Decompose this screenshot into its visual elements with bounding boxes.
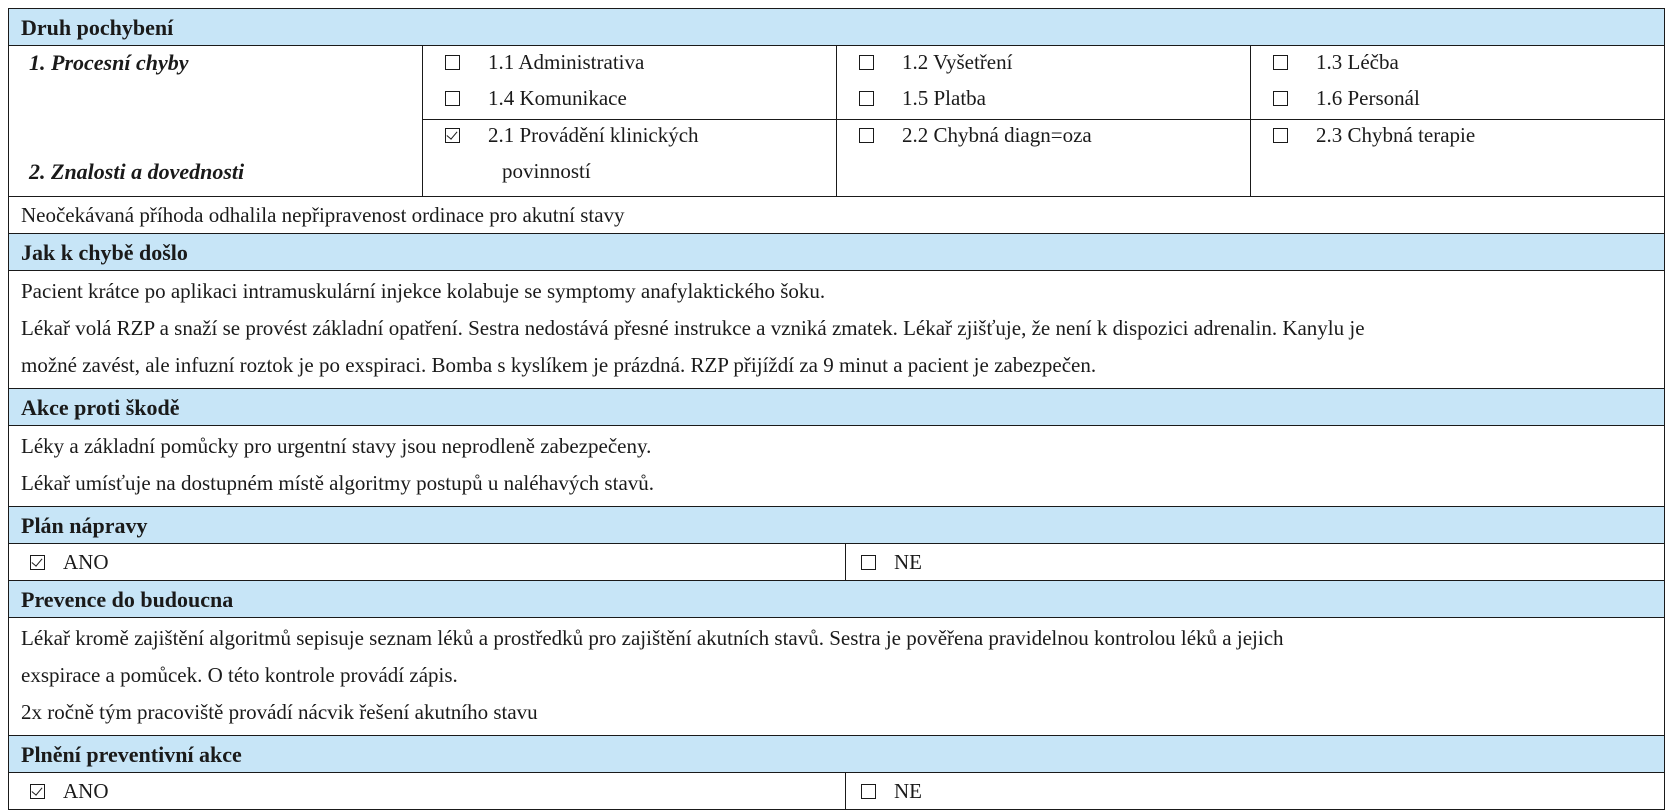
checkbox[interactable] <box>1273 128 1288 143</box>
section-body-akce <box>9 426 1664 507</box>
plneni-yes-no <box>9 773 1664 809</box>
text-line: 2x ročně tým pracoviště provádí nácvik řešení akutního stavu <box>21 700 538 724</box>
section-header-akce: Akce proti škodě <box>9 389 1664 426</box>
checkbox-checked[interactable] <box>445 128 460 143</box>
section-body-prevence <box>9 618 1664 736</box>
plneni-yes-option[interactable]: ANO <box>30 779 109 804</box>
text-line: Lékař volá RZP a snaží se provést základní opatření. Sestra nedostává přesné instrukce a vzniká zmatek. Lékař zjišťuje, že není k dispozici adrenalin. Kanylu je <box>21 316 1365 340</box>
category-znalosti: 2. Znalosti a dovednosti <box>29 159 245 184</box>
option-lecba[interactable]: 1.3 Léčba <box>1273 50 1399 75</box>
checkbox-checked[interactable] <box>30 555 45 570</box>
option-komunikace[interactable]: 1.4 Komunikace <box>445 86 627 111</box>
checkbox-checked[interactable] <box>30 784 45 799</box>
checkbox[interactable] <box>1273 91 1288 106</box>
plan-no-option[interactable]: NE <box>861 550 922 575</box>
checkbox[interactable] <box>859 91 874 106</box>
text-line: Lékař kromě zajištění algoritmů sepisuje seznam léků a prostředků pro zajištění akutních stavů. Sestra je pověřena pravidelnou kontrolou léků a jejich <box>21 626 1284 650</box>
checkbox[interactable] <box>861 555 876 570</box>
text-line: Pacient krátce po aplikaci intramuskulární injekce kolabuje se symptomy anafylaktického šoku. <box>21 279 826 303</box>
grid-divider <box>422 46 423 196</box>
section-header-plan: Plán nápravy <box>9 507 1664 544</box>
section-body-jak <box>9 271 1664 389</box>
text-line: Léky a základní pomůcky pro urgentní stavy jsou neprodleně zabezpečeny. <box>21 434 652 458</box>
plan-yes-option[interactable]: ANO <box>30 550 109 575</box>
plneni-no-option[interactable]: NE <box>861 779 922 804</box>
error-type-grid <box>9 46 1664 197</box>
grid-divider <box>1250 46 1251 196</box>
section-header-prevence: Prevence do budoucna <box>9 581 1664 618</box>
incident-report-form <box>8 8 1665 810</box>
option-personal[interactable]: 1.6 Personál <box>1273 86 1420 111</box>
option-administrativa[interactable]: 1.1 Administrativa <box>445 50 644 75</box>
section-header-druh: Druh pochybení <box>9 9 1664 46</box>
checkbox[interactable] <box>445 91 460 106</box>
checkbox[interactable] <box>1273 55 1288 70</box>
option-chybna-diagnoza[interactable]: 2.2 Chybná diagn=oza <box>859 123 1092 148</box>
text-line: možné zavést, ale infuzní roztok je po exspiraci. Bomba s kyslíkem je prázdná. RZP přijíždí za 9 minut a pacient je zabezpečen. <box>21 353 1097 377</box>
option-platba[interactable]: 1.5 Platba <box>859 86 986 111</box>
text-line: exspirace a pomůcek. O této kontrole provádí zápis. <box>21 663 458 687</box>
checkbox[interactable] <box>445 55 460 70</box>
text-line: Lékař umísťuje na dostupném místě algoritmy postupů u naléhavých stavů. <box>21 471 655 495</box>
option-provadeni-klinickych-cont: povinností <box>502 159 591 183</box>
checkbox[interactable] <box>861 784 876 799</box>
checkbox[interactable] <box>859 55 874 70</box>
checkbox[interactable] <box>859 128 874 143</box>
option-provadeni-klinickych[interactable]: 2.1 Provádění klinických <box>445 123 699 148</box>
option-chybna-terapie[interactable]: 2.3 Chybná terapie <box>1273 123 1475 148</box>
section-header-jak: Jak k chybě došlo <box>9 234 1664 271</box>
grid-divider <box>422 119 1664 120</box>
grid-divider <box>836 46 837 196</box>
category-procesni-chyby: 1. Procesní chyby <box>29 50 189 75</box>
divider <box>845 773 846 809</box>
plan-yes-no <box>9 544 1664 581</box>
error-type-note: Neočekávaná příhoda odhalila nepřipravenost ordinace pro akutní stavy <box>9 197 1664 234</box>
divider <box>845 544 846 580</box>
option-vysetreni[interactable]: 1.2 Vyšetření <box>859 50 1012 75</box>
section-header-plneni: Plnění preventivní akce <box>9 736 1664 773</box>
